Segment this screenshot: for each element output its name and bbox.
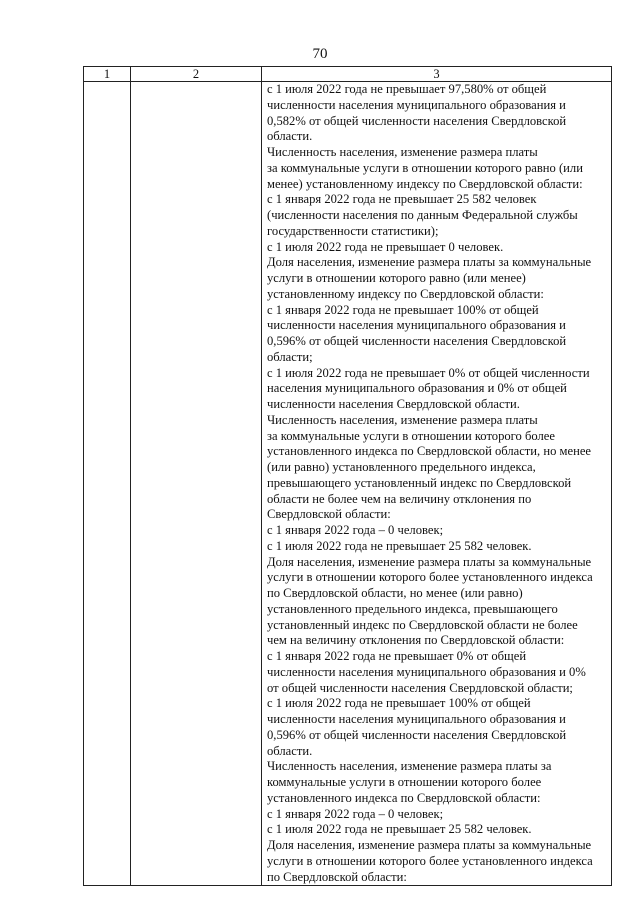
data-table	[83, 66, 612, 886]
text-line: области.	[267, 743, 313, 758]
text-line: установленному индексу по Свердловской области:	[267, 286, 544, 301]
text-line: по Свердловской области, но менее (или равно)	[267, 586, 523, 600]
text-line: за коммунальные услуги в отношении которого более	[267, 428, 555, 443]
text-line: Численность населения, изменение размера платы за	[267, 759, 552, 774]
text-line: коммунальные услуги в отношении которого более	[267, 775, 542, 789]
text-line: Свердловской области:	[267, 507, 391, 522]
text-line: с 1 января 2022 года не превышает 25 582 человек	[267, 192, 537, 207]
text-line: чем на величину отклонения по Свердловской области:	[267, 633, 565, 648]
text-line: установленного индекса по Свердловской области, но менее	[267, 444, 592, 459]
table-header-row	[84, 67, 612, 82]
text-line: области;	[267, 349, 313, 364]
text-line: области.	[267, 129, 313, 144]
text-line: с 1 января 2022 года – 0 человек;	[267, 806, 444, 821]
text-line: (или равно) установленного предельного индекса,	[267, 460, 536, 474]
text-line: превышающего установленный индекс по Свердловской	[267, 475, 572, 490]
column-header-1: 1	[84, 67, 131, 82]
column-header-2: 2	[131, 67, 262, 82]
table-row	[84, 82, 612, 886]
text-line: численности населения муниципального образования и 0%	[267, 664, 586, 679]
text-line: численности населения муниципального образования и	[267, 97, 566, 112]
text-line: с 1 июля 2022 года не превышает 97,580% от общей	[267, 82, 547, 96]
text-line: государственности статистики);	[267, 223, 439, 238]
text-line: установленного индекса по Свердловской области:	[267, 790, 541, 805]
column-3-cell	[262, 82, 612, 886]
text-line: Численность населения, изменение размера платы	[267, 145, 538, 159]
text-line: 0,596% от общей численности населения Свердловской	[267, 727, 567, 742]
text-line: населения муниципального образования и 0% от общей	[267, 381, 567, 396]
column-2-cell	[131, 82, 262, 886]
text-line: с 1 июля 2022 года не превышает 25 582 человек.	[267, 538, 532, 553]
text-line: численности населения Свердловской области.	[267, 397, 520, 411]
text-line: менее) установленному индексу по Свердловской области:	[267, 176, 583, 191]
text-line: Численность населения, изменение размера платы	[267, 412, 538, 427]
text-line: за коммунальные услуги в отношении которого равно (или	[267, 160, 583, 175]
page-number: 70	[312, 46, 328, 62]
text-line: по Свердловской области:	[267, 869, 407, 884]
text-line: с 1 января 2022 года не превышает 100% от общей	[267, 302, 539, 317]
text-line: численности населения муниципального образования и	[267, 318, 566, 333]
text-line: с 1 июля 2022 года не превышает 25 582 человек.	[267, 822, 532, 837]
text-line: с 1 июля 2022 года не превышает 0 человек.	[267, 239, 504, 254]
column-header-3: 3	[262, 67, 612, 82]
text-line: 0,582% от общей численности населения Свердловской	[267, 113, 567, 128]
text-line: с 1 июля 2022 года не превышает 100% от общей	[267, 696, 531, 711]
text-line: с 1 января 2022 года не превышает 0% от общей	[267, 649, 527, 663]
text-line: с 1 января 2022 года – 0 человек;	[267, 523, 444, 537]
text-line: установленный индекс по Свердловской области не более	[267, 617, 578, 632]
text-line: от общей численности населения Свердловской области;	[267, 680, 573, 695]
text-line: Доля населения, изменение размера платы за коммунальные	[267, 255, 592, 270]
column-1-cell	[84, 82, 131, 886]
text-line: услуги в отношении которого равно (или менее)	[267, 271, 526, 285]
text-line: услуги в отношении которого более установленного индекса	[267, 570, 593, 585]
text-line: области не более чем на величину отклонения по	[267, 491, 532, 506]
text-line: 0,596% от общей численности населения Свердловской	[267, 334, 567, 348]
column-3-text	[267, 82, 609, 885]
text-line: с 1 июля 2022 года не превышает 0% от общей численности	[267, 365, 590, 380]
text-line: Доля населения, изменение размера платы за коммунальные	[267, 554, 592, 569]
text-line: Доля населения, изменение размера платы за коммунальные	[267, 838, 592, 852]
text-line: установленного предельного индекса, превышающего	[267, 601, 558, 616]
text-line: услуги в отношении которого более установленного индекса	[267, 853, 593, 868]
text-line: (численности населения по данным Федеральной службы	[267, 208, 578, 222]
text-line: численности населения муниципального образования и	[267, 712, 566, 726]
